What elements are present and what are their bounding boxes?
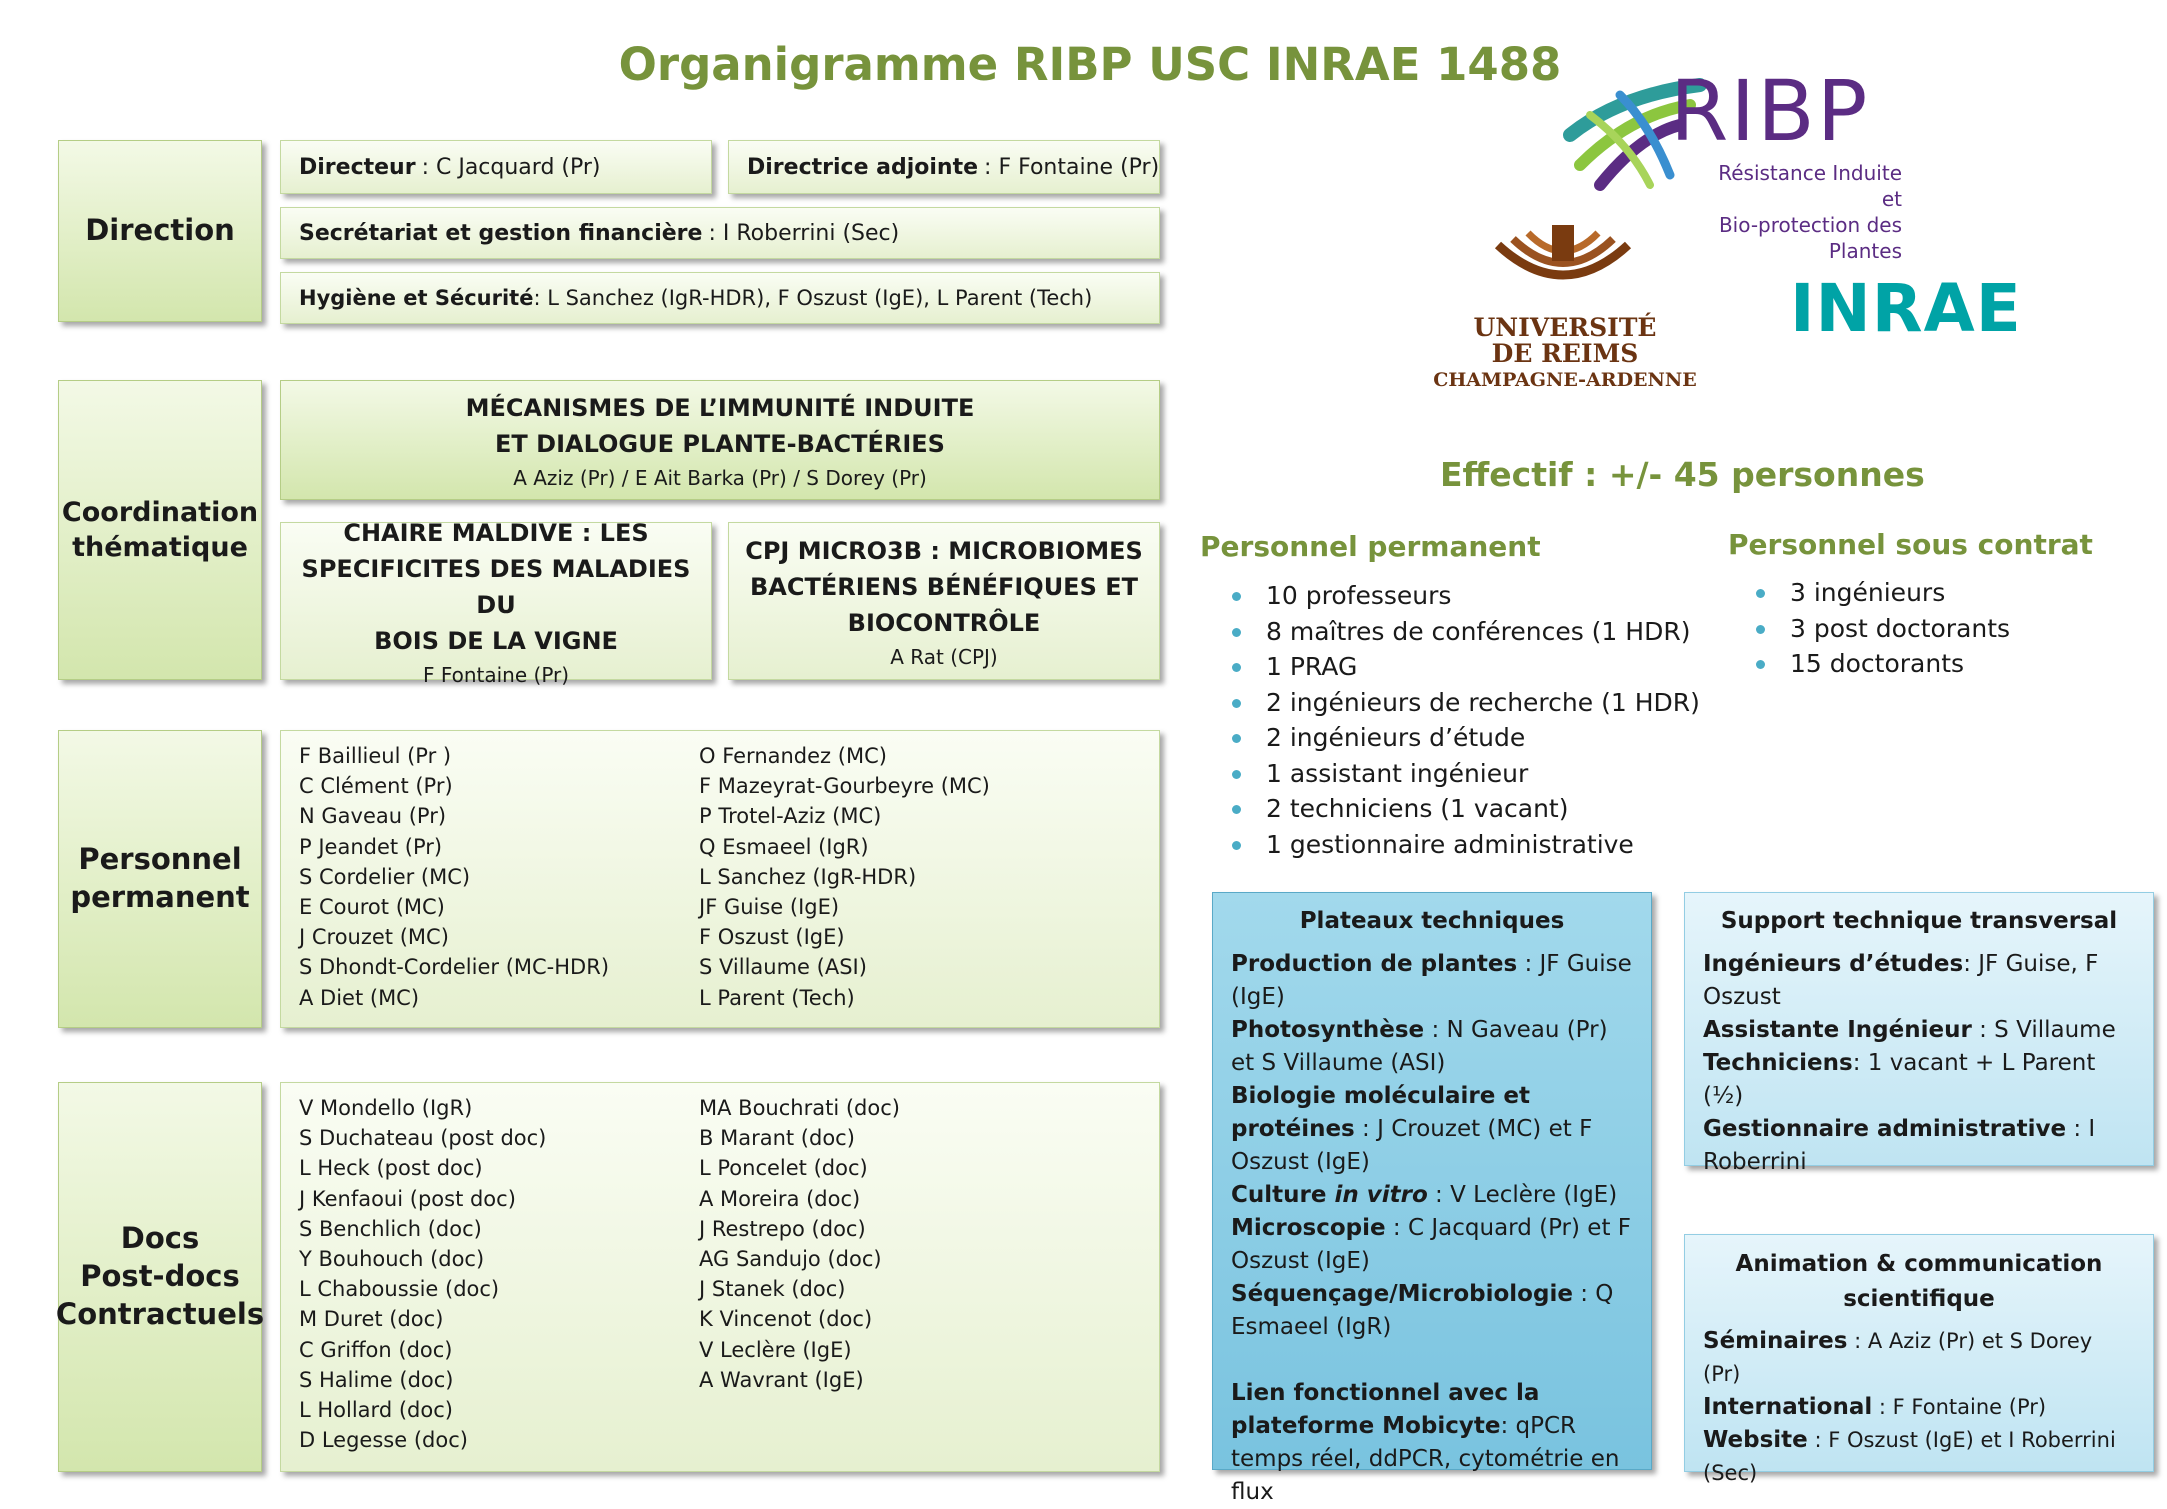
list-item: L Heck (post doc) (299, 1156, 483, 1181)
list-item: J Restrepo (doc) (699, 1216, 866, 1241)
page-title: Organigramme RIBP USC INRAE 1488 (618, 38, 1562, 91)
list-item: M Duret (doc) (299, 1307, 444, 1332)
urca-logo (1420, 225, 1710, 395)
list-item: 2 techniciens (1 vacant) (1228, 791, 1700, 827)
support-heading: Support technique transversal (1720, 908, 2118, 934)
animation-heading-line2: scientifique (1843, 1286, 1995, 1312)
list-item: J Stanek (doc) (699, 1277, 846, 1302)
support-value: : 1 vacant + L Parent (½) (1703, 1050, 2096, 1109)
plateaux-techniques-panel (1212, 892, 1652, 1505)
plateau-value: : Q Esmaeel (IgR) (1231, 1281, 1614, 1340)
plateau-value: : N Gaveau (Pr) et S Villaume (ASI) (1231, 1017, 1608, 1076)
list-item: P Trotel-Aziz (MC) (699, 804, 882, 829)
hygiene-label: Hygiène et Sécurité (299, 286, 534, 310)
urca-emblem-icon (1488, 225, 1638, 315)
theme-immunite (280, 380, 1160, 500)
list-item: 3 post doctorants (1752, 611, 2010, 647)
plateau-label: Biologie moléculaire et protéines (1231, 1083, 1530, 1142)
list-item: C Clément (Pr) (299, 774, 453, 799)
plateau-culture (1231, 1179, 1633, 1212)
list-item: K Vincenot (doc) (699, 1307, 873, 1332)
chaire-line2: SPECIFICITES DES MALADIES DU (301, 555, 691, 619)
plateau-photosynthese (1231, 1014, 1633, 1080)
support-label: Ingénieurs d’études (1703, 951, 1964, 977)
animation-seminaires (1703, 1325, 2135, 1391)
ribp-sub-line2: Bio-protection des Plantes (1718, 213, 1902, 263)
contract-heading: Personnel sous contrat (1728, 528, 2093, 561)
list-item: A Moreira (doc) (699, 1186, 861, 1211)
ribp-sub-line1: Résistance Induite et (1718, 161, 1902, 211)
list-item: L Chaboussie (doc) (299, 1277, 500, 1302)
support-value: : I Roberrini (1703, 1116, 2096, 1175)
theme-immunite-people: A Aziz (Pr) / E Ait Barka (Pr) / S Dorey (Pr) (513, 466, 927, 490)
cpj-line3: BIOCONTRÔLE (847, 609, 1041, 637)
plateau-value: : qPCR temps réel, ddPCR, cytométrie en flux (1231, 1413, 1620, 1505)
theme-immunite-line1: MÉCANISMES DE L’IMMUNITÉ INDUITE (465, 394, 975, 422)
list-item: A Diet (MC) (299, 985, 420, 1010)
animation-international (1703, 1391, 2135, 1424)
support-assistante (1703, 1014, 2135, 1047)
adjointe-label: Directrice adjointe (747, 154, 979, 180)
chaire-line3: BOIS DE LA VIGNE (374, 627, 618, 655)
list-item: 15 doctorants (1752, 646, 2010, 682)
list-item: D Legesse (doc) (299, 1428, 468, 1453)
animation-heading (1703, 1247, 2135, 1317)
plateau-label: Photosynthèse (1231, 1017, 1425, 1043)
list-item: N Gaveau (Pr) (299, 804, 447, 829)
cpj-line1: CPJ MICRO3B : MICROBIOMES (745, 537, 1143, 565)
plateau-value: : J Crouzet (MC) et F Oszust (IgE) (1231, 1116, 1593, 1175)
ribp-wordmark: RIBP (1670, 62, 1870, 160)
list-item: A Wavrant (IgE) (699, 1367, 864, 1392)
directrice-adjointe-box (728, 140, 1160, 194)
directeur-value: : C Jacquard (Pr) (421, 154, 601, 180)
support-gestionnaire (1703, 1113, 2135, 1179)
list-item: F Baillieul (Pr ) (299, 744, 452, 768)
list-item: E Courot (MC) (299, 895, 445, 920)
list-item: S Cordelier (MC) (299, 864, 471, 889)
list-item: 3 ingénieurs (1752, 575, 2010, 611)
theme-chaire-maldive (280, 519, 712, 687)
animation-label: Séminaires (1703, 1328, 1848, 1354)
support-label: Assistante Ingénieur (1703, 1017, 1972, 1043)
list-item: S Duchateau (post doc) (299, 1126, 547, 1151)
inrae-logo: INRAE (1790, 270, 2022, 347)
permanent-col1 (299, 741, 699, 1017)
list-item: 2 ingénieurs d’étude (1228, 720, 1700, 756)
section-coordination (58, 380, 262, 680)
plateau-production (1231, 948, 1633, 1014)
plateau-label: Microscopie (1231, 1215, 1386, 1241)
support-techniciens (1703, 1047, 2135, 1113)
list-item: C Griffon (doc) (299, 1337, 453, 1362)
directeur-box (280, 140, 712, 194)
ribp-logo (1560, 62, 1902, 263)
list-item: L Sanchez (IgR-HDR) (699, 864, 917, 889)
list-item: L Hollard (doc) (299, 1398, 453, 1423)
plateau-label: Production de plantes (1231, 951, 1518, 977)
list-item: F Oszust (IgE) (699, 925, 845, 950)
ribp-subtitle (1692, 160, 1902, 264)
theme-immunite-line2: ET DIALOGUE PLANTE-BACTÉRIES (495, 430, 945, 458)
animation-heading-line1: Animation & communication (1735, 1251, 2103, 1277)
theme-cpj-micro3b (728, 522, 1160, 680)
list-item: L Poncelet (doc) (699, 1156, 868, 1181)
animation-value: : F Oszust (IgE) et I Roberrini (Sec) (1703, 1428, 2116, 1485)
hygiene-box (280, 272, 1160, 324)
support-value: : S Villaume (1971, 1017, 2116, 1043)
contract-stats-list (1752, 575, 2010, 682)
list-item: JF Guise (IgE) (699, 895, 840, 920)
docs-label-3: Contractuels (55, 1296, 265, 1331)
chaire-people: F Fontaine (Pr) (422, 663, 570, 687)
permanent-label-1: Personnel (78, 842, 242, 877)
permanent-heading: Personnel permanent (1200, 530, 1541, 563)
plateau-value: : V Leclère (IgE) (1427, 1182, 1618, 1208)
plateau-label-italic: in vitro (1326, 1182, 1428, 1208)
list-item: V Leclère (IgE) (699, 1337, 852, 1362)
adjointe-value: : F Fontaine (Pr) (984, 154, 1160, 180)
support-label: Techniciens (1703, 1050, 1853, 1076)
animation-label: Website (1703, 1427, 1808, 1453)
section-direction-label: Direction (85, 213, 235, 248)
plateau-mobicyte (1231, 1377, 1633, 1509)
plateau-label: Culture (1231, 1182, 1327, 1208)
docs-col1 (299, 1093, 699, 1461)
list-item: P Jeandet (Pr) (299, 834, 443, 859)
list-item: F Mazeyrat-Gourbeyre (MC) (699, 774, 990, 799)
animation-website (1703, 1424, 2135, 1490)
secretariat-value: : I Roberrini (Sec) (708, 220, 900, 246)
section-docs (55, 1082, 265, 1472)
animation-value: : F Fontaine (Pr) (1872, 1395, 2047, 1419)
plateau-label: Lien fonctionnel avec la plateforme Mobicyte (1231, 1380, 1540, 1439)
plateau-value: : C Jacquard (Pr) et F Oszust (IgE) (1231, 1215, 1632, 1274)
list-item: J Kenfaoui (post doc) (299, 1186, 516, 1211)
list-item: 1 PRAG (1228, 649, 1700, 685)
urca-wordmark (1420, 315, 1710, 393)
coordination-label-1: Coordination (61, 496, 259, 528)
docs-label-2: Post-docs (80, 1259, 240, 1294)
urca-line3: CHAMPAGNE-ARDENNE (1433, 369, 1697, 391)
list-item: 1 assistant ingénieur (1228, 756, 1700, 792)
permanent-label-2: permanent (70, 880, 250, 914)
list-item: MA Bouchrati (doc) (699, 1096, 900, 1120)
support-label: Gestionnaire administrative (1703, 1116, 2067, 1142)
hygiene-value: : L Sanchez (IgR-HDR), F Oszust (IgE), L Parent (Tech) (533, 286, 1093, 310)
cpj-people: A Rat (CPJ) (890, 645, 998, 669)
list-item: S Halime (doc) (299, 1367, 454, 1392)
plateau-microscopie (1231, 1212, 1633, 1278)
animation-value: : A Aziz (Pr) et S Dorey (Pr) (1703, 1329, 2093, 1386)
permanent-stats-list (1228, 578, 1700, 862)
permanent-col2 (699, 741, 990, 1017)
docs-staff-list (280, 1082, 1160, 1472)
directeur-label: Directeur (299, 154, 416, 180)
list-item: 8 maîtres de conférences (1 HDR) (1228, 614, 1700, 650)
list-item: V Mondello (IgR) (299, 1096, 473, 1120)
list-item: B Marant (doc) (699, 1126, 855, 1151)
urca-line1: UNIVERSITÉ (1473, 313, 1657, 342)
animation-label: International (1703, 1394, 1873, 1420)
coordination-label-2: thématique (72, 532, 248, 563)
docs-col2 (699, 1093, 900, 1461)
secretariat-label: Secrétariat et gestion financière (299, 220, 703, 246)
list-item: 2 ingénieurs de recherche (1 HDR) (1228, 685, 1700, 721)
list-item: S Benchlich (doc) (299, 1216, 482, 1241)
plateaux-heading: Plateaux techniques (1299, 908, 1565, 934)
plateau-biologie (1231, 1080, 1633, 1179)
secretariat-box (280, 207, 1160, 259)
docs-label-1: Docs (120, 1221, 200, 1256)
support-ingenieurs (1703, 948, 2135, 1014)
urca-line2: DE REIMS (1491, 339, 1639, 368)
section-personnel-permanent (58, 730, 262, 1028)
list-item: J Crouzet (MC) (299, 925, 449, 950)
effectif-heading: Effectif : +/- 45 personnes (1440, 455, 1925, 494)
list-item: S Dhondt-Cordelier (MC-HDR) (299, 955, 610, 980)
animation-panel (1684, 1234, 2154, 1485)
cpj-line2: BACTÉRIENS BÉNÉFIQUES ET (750, 573, 1138, 601)
list-item: AG Sandujo (doc) (699, 1247, 882, 1272)
list-item: O Fernandez (MC) (699, 744, 887, 768)
list-item: Y Bouhouch (doc) (299, 1247, 485, 1272)
list-item: 10 professeurs (1228, 578, 1700, 614)
list-item: S Villaume (ASI) (699, 955, 867, 980)
list-item: 1 gestionnaire administrative (1228, 827, 1700, 863)
support-technique-panel (1684, 892, 2154, 1175)
plateau-value: : JF Guise (IgE) (1231, 951, 1632, 1010)
plateau-sequencage (1231, 1278, 1633, 1344)
plateau-label: Séquençage/Microbiologie (1231, 1281, 1573, 1307)
list-item: L Parent (Tech) (699, 985, 855, 1010)
permanent-staff-list (280, 730, 1160, 1028)
support-value: : JF Guise, F Oszust (1703, 951, 2099, 1010)
list-item: Q Esmaeel (IgR) (699, 834, 869, 859)
section-direction (58, 140, 262, 322)
chaire-line1: CHAIRE MALDIVE : LES (343, 519, 649, 547)
